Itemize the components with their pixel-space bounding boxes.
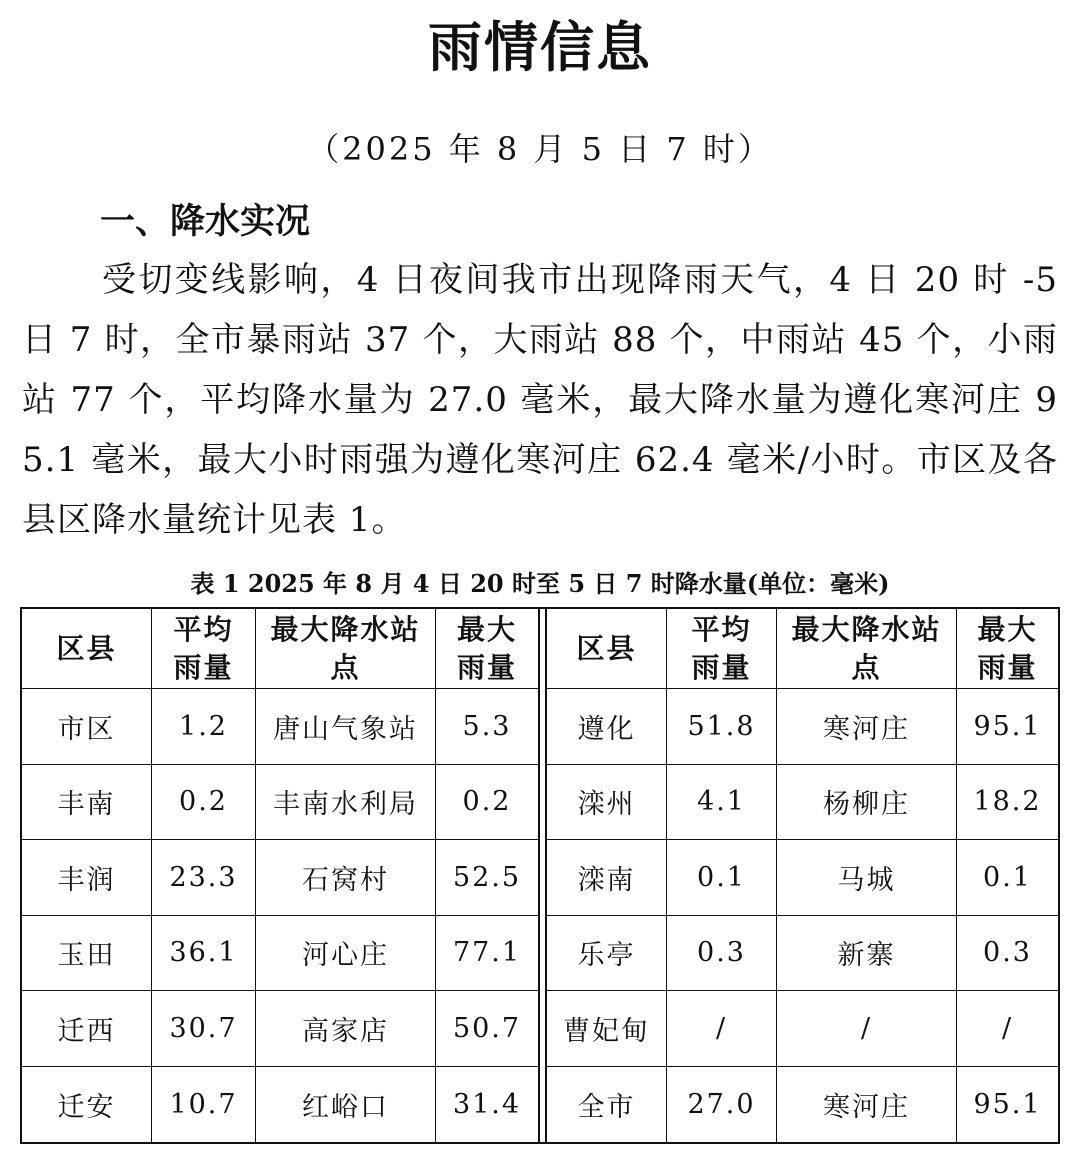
table-cell-max-rainfall: / xyxy=(957,991,1058,1067)
column-header-avg-rainfall: 平均 雨量 xyxy=(667,609,777,689)
table-cell-avg-rainfall: 51.8 xyxy=(667,689,777,765)
table-cell-avg-rainfall: 0.2 xyxy=(152,765,256,841)
table-cell-max-station: 新寨 xyxy=(777,916,957,992)
table-cell-max-rainfall: 95.1 xyxy=(973,1088,1042,1120)
table-cell-avg-rainfall: 23.3 xyxy=(152,840,256,916)
column-header-avg-rainfall: 平均 雨量 xyxy=(152,609,256,689)
table-cell-max-station: 丰南水利局 xyxy=(256,765,436,841)
table-cell-avg-rainfall: 27.0 xyxy=(667,1067,777,1143)
table-cell-avg-rainfall: 36.1 xyxy=(152,916,256,992)
table-cell-max-rainfall: 18.2 xyxy=(957,765,1058,841)
report-time: （2025 年 8 月 5 日 7 时） xyxy=(307,130,773,168)
column-header-county: 区县 xyxy=(547,609,667,689)
table-cell-county: 曹妃甸 xyxy=(547,991,667,1067)
column-header-max-station: 最大降水站 点 xyxy=(256,609,436,689)
table-cell-avg-rainfall: 1.2 xyxy=(152,689,256,765)
table-cell-county: 迁西 xyxy=(22,991,152,1067)
table-cell-avg-rainfall: 30.7 xyxy=(152,991,256,1067)
table-double-divider xyxy=(538,609,547,1142)
table-cell-avg-rainfall: 0.3 xyxy=(667,916,777,992)
table-cell-county: 滦南 xyxy=(547,840,667,916)
table-cell-max-rainfall: 50.7 xyxy=(436,991,538,1067)
rainfall-table xyxy=(20,607,1060,1144)
table-cell-county: 迁安 xyxy=(22,1067,152,1143)
table-cell-county: 乐亭 xyxy=(547,916,667,992)
rainfall-table-right xyxy=(547,609,1058,1142)
table-cell-avg-rainfall: 10.7 xyxy=(152,1067,256,1143)
table-cell-max-rainfall: 77.1 xyxy=(436,916,538,992)
table-cell-max-station: 红峪口 xyxy=(256,1067,436,1143)
table-cell-max-rainfall: 31.4 xyxy=(452,1088,522,1120)
rainfall-table-left xyxy=(22,609,538,1142)
table-cell-avg-rainfall: / xyxy=(667,991,777,1067)
table-cell-max-rainfall: 0.2 xyxy=(436,765,538,841)
table-cell-max-station: 石窝村 xyxy=(256,840,436,916)
table-cell-max-rainfall: 0.3 xyxy=(957,916,1058,992)
column-header-max-rainfall: 最大 雨量 xyxy=(957,609,1058,689)
column-header-max-station: 最大降水站 点 xyxy=(777,609,957,689)
table-cell-max-rainfall: 95.1 xyxy=(957,689,1058,765)
table-cell-max-station: 杨柳庄 xyxy=(777,765,957,841)
table-cell-max-station: 马城 xyxy=(777,840,957,916)
table-cell-max-station: 寒河庄 xyxy=(777,689,957,765)
table-cell-county: 丰润 xyxy=(22,840,152,916)
table-cell-max-station: 寒河庄 xyxy=(777,1067,957,1143)
table-cell-county: 全市 xyxy=(547,1067,667,1143)
table-cell-county: 市区 xyxy=(22,689,152,765)
table-cell-county: 丰南 xyxy=(22,765,152,841)
document-title: 雨情信息 xyxy=(428,16,652,79)
table-cell-max-rainfall: 0.1 xyxy=(957,840,1058,916)
table-cell-max-rainfall: 52.5 xyxy=(436,840,538,916)
precipitation-summary: 受切变线影响，4 日夜间我市出现降雨天气，4 日 20 时 -5 日 7 时，全市暴雨站 37 个，大雨站 88 个，中雨站 45 个，小雨站 77 个，平均降水量为 27.0 毫米，最大降水量为遵化寒河庄 95.1 毫米，最大小时雨强为遵化寒河庄 62.4 毫米/小时。市区及各县区降水量统计见表 1。 xyxy=(22,260,1058,540)
table-cell-max-station: 唐山气象站 xyxy=(256,689,436,765)
section-heading: 一、降水实况 xyxy=(100,202,311,242)
table-cell-avg-rainfall: 4.1 xyxy=(667,765,777,841)
table-cell-avg-rainfall: 0.1 xyxy=(667,840,777,916)
table-caption: 表 1 2025 年 8 月 4 日 20 时至 5 日 7 时降水量(单位：毫米) xyxy=(190,569,890,598)
column-header-max-rainfall: 最大 雨量 xyxy=(436,609,538,689)
table-cell-max-station: 高家店 xyxy=(256,991,436,1067)
table-cell-county: 玉田 xyxy=(22,916,152,992)
table-cell-max-station: 河心庄 xyxy=(256,916,436,992)
column-header-county: 区县 xyxy=(22,609,152,689)
table-cell-max-station: / xyxy=(777,991,957,1067)
table-cell-county: 遵化 xyxy=(547,689,667,765)
table-cell-max-rainfall: 5.3 xyxy=(436,689,538,765)
table-cell-county: 滦州 xyxy=(547,765,667,841)
